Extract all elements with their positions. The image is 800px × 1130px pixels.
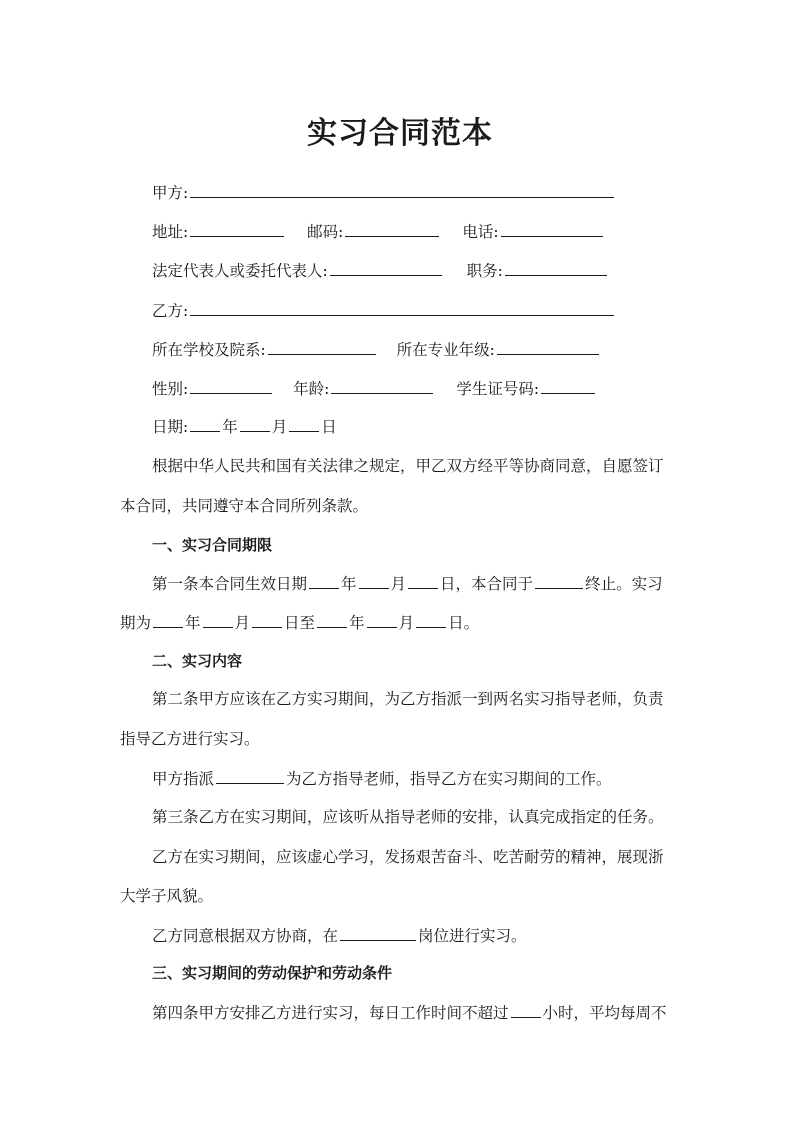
- phone-field[interactable]: [501, 219, 603, 237]
- article-1-line-1: [152, 571, 663, 595]
- phone-label: 电话:: [462, 223, 499, 241]
- period-start-year-field[interactable]: [153, 610, 183, 628]
- student-info-row: [152, 376, 597, 400]
- representative-label: 法定代表人或委托代表人:: [152, 262, 328, 280]
- period-to-label: 日至: [284, 614, 316, 632]
- period-end-year-field[interactable]: [317, 610, 347, 628]
- date-month-field[interactable]: [240, 414, 270, 432]
- period-end-day-label: 日。: [448, 614, 480, 632]
- date-day-label: 日: [321, 418, 337, 436]
- article-1-text: 第一条本合同生效日期: [152, 575, 308, 593]
- position-field[interactable]: [505, 258, 607, 276]
- effective-day-field[interactable]: [408, 571, 438, 589]
- school-field[interactable]: [268, 337, 376, 355]
- section-1-heading: 一、实习合同期限: [152, 536, 273, 554]
- article-2-line-2: 指导乙方进行实习。: [120, 730, 260, 748]
- date-day-field[interactable]: [289, 414, 319, 432]
- contact-row: [152, 219, 605, 243]
- school-row: [152, 337, 601, 361]
- date-year-field[interactable]: [190, 414, 220, 432]
- work-hours-field[interactable]: [511, 1000, 541, 1018]
- termination-label: 终止。实习: [585, 575, 663, 593]
- party-b-label: 乙方:: [152, 302, 189, 320]
- internship-post-line: [152, 923, 527, 947]
- article-2-line-1: 第二条甲方应该在乙方实习期间，为乙方指派一到两名实习指导老师，负责: [152, 690, 664, 708]
- internship-post-field[interactable]: [340, 923, 416, 941]
- period-end-year-label: 年: [349, 614, 365, 632]
- party-a-row: [152, 180, 616, 204]
- gender-label: 性别:: [152, 380, 189, 398]
- date-month-label: 月: [271, 418, 288, 436]
- assign-advisor-text: 为乙方指导老师，指导乙方在实习期间的工作。: [286, 770, 612, 788]
- article-1-line-2: [120, 610, 479, 634]
- assign-advisor-line: [152, 766, 612, 790]
- party-b-field[interactable]: [190, 298, 614, 316]
- section-3-heading: 三、实习期间的劳动保护和劳动条件: [152, 964, 393, 982]
- effective-year-label: 年: [341, 575, 357, 593]
- major-field[interactable]: [497, 337, 599, 355]
- effective-month-field[interactable]: [359, 571, 389, 589]
- article-4-line: [152, 1000, 667, 1024]
- attitude-line-2: 大学子风貌。: [120, 887, 214, 905]
- section-2-heading: 二、实习内容: [152, 652, 243, 670]
- age-label: 年龄:: [293, 380, 330, 398]
- school-label: 所在学校及院系:: [152, 341, 266, 359]
- intro-line-1: 根据中华人民共和国有关法律之规定，甲乙双方经平等协商同意，自愿签订: [152, 457, 664, 475]
- period-end-month-label: 月: [398, 614, 415, 632]
- address-label: 地址:: [152, 223, 189, 241]
- date-row: [152, 414, 337, 438]
- assign-advisor-label: 甲方指派: [152, 770, 215, 788]
- internship-post-text: 岗位进行实习。: [418, 927, 527, 945]
- attitude-line-1: 乙方在实习期间，应该虚心学习，发扬艰苦奋斗、吃苦耐劳的精神，展现浙: [152, 848, 664, 866]
- student-id-label: 学生证号码:: [456, 380, 540, 398]
- gender-field[interactable]: [190, 376, 272, 394]
- intro-line-2: 本合同，共同遵守本合同所列条款。: [120, 497, 369, 515]
- period-label: 期为: [120, 614, 152, 632]
- date-year-label: 年: [222, 418, 238, 436]
- effective-month-label: 月: [390, 575, 407, 593]
- postcode-field[interactable]: [345, 219, 439, 237]
- page-title: 实习合同范本: [307, 116, 493, 151]
- internship-post-label: 乙方同意根据双方协商，在: [152, 927, 339, 945]
- period-start-month-label: 月: [234, 614, 251, 632]
- period-end-month-field[interactable]: [367, 610, 397, 628]
- position-label: 职务:: [466, 262, 503, 280]
- article-4-text: 第四条甲方安排乙方进行实习，每日工作时间不超过: [152, 1004, 509, 1022]
- effective-year-field[interactable]: [309, 571, 339, 589]
- period-start-month-field[interactable]: [203, 610, 233, 628]
- student-id-field[interactable]: [541, 376, 595, 394]
- date-label: 日期:: [152, 418, 189, 436]
- termination-field[interactable]: [535, 571, 583, 589]
- party-b-row: [152, 298, 616, 322]
- representative-field[interactable]: [330, 258, 442, 276]
- postcode-label: 邮码:: [307, 223, 344, 241]
- party-a-field[interactable]: [190, 180, 614, 198]
- period-end-day-field[interactable]: [416, 610, 446, 628]
- address-field[interactable]: [190, 219, 284, 237]
- article-3-line: 第三条乙方在实习期间，应该听从指导老师的安排，认真完成指定的任务。: [152, 808, 664, 826]
- party-a-label: 甲方:: [152, 184, 189, 202]
- article-4-text-end: 小时，平均每周不: [542, 1004, 667, 1022]
- representative-row: [152, 258, 609, 282]
- period-start-year-label: 年: [185, 614, 201, 632]
- age-field[interactable]: [331, 376, 433, 394]
- effective-day-label: 日，本合同于: [440, 575, 534, 593]
- major-label: 所在专业年级:: [396, 341, 495, 359]
- advisor-name-field[interactable]: [216, 766, 284, 784]
- period-start-day-field[interactable]: [252, 610, 282, 628]
